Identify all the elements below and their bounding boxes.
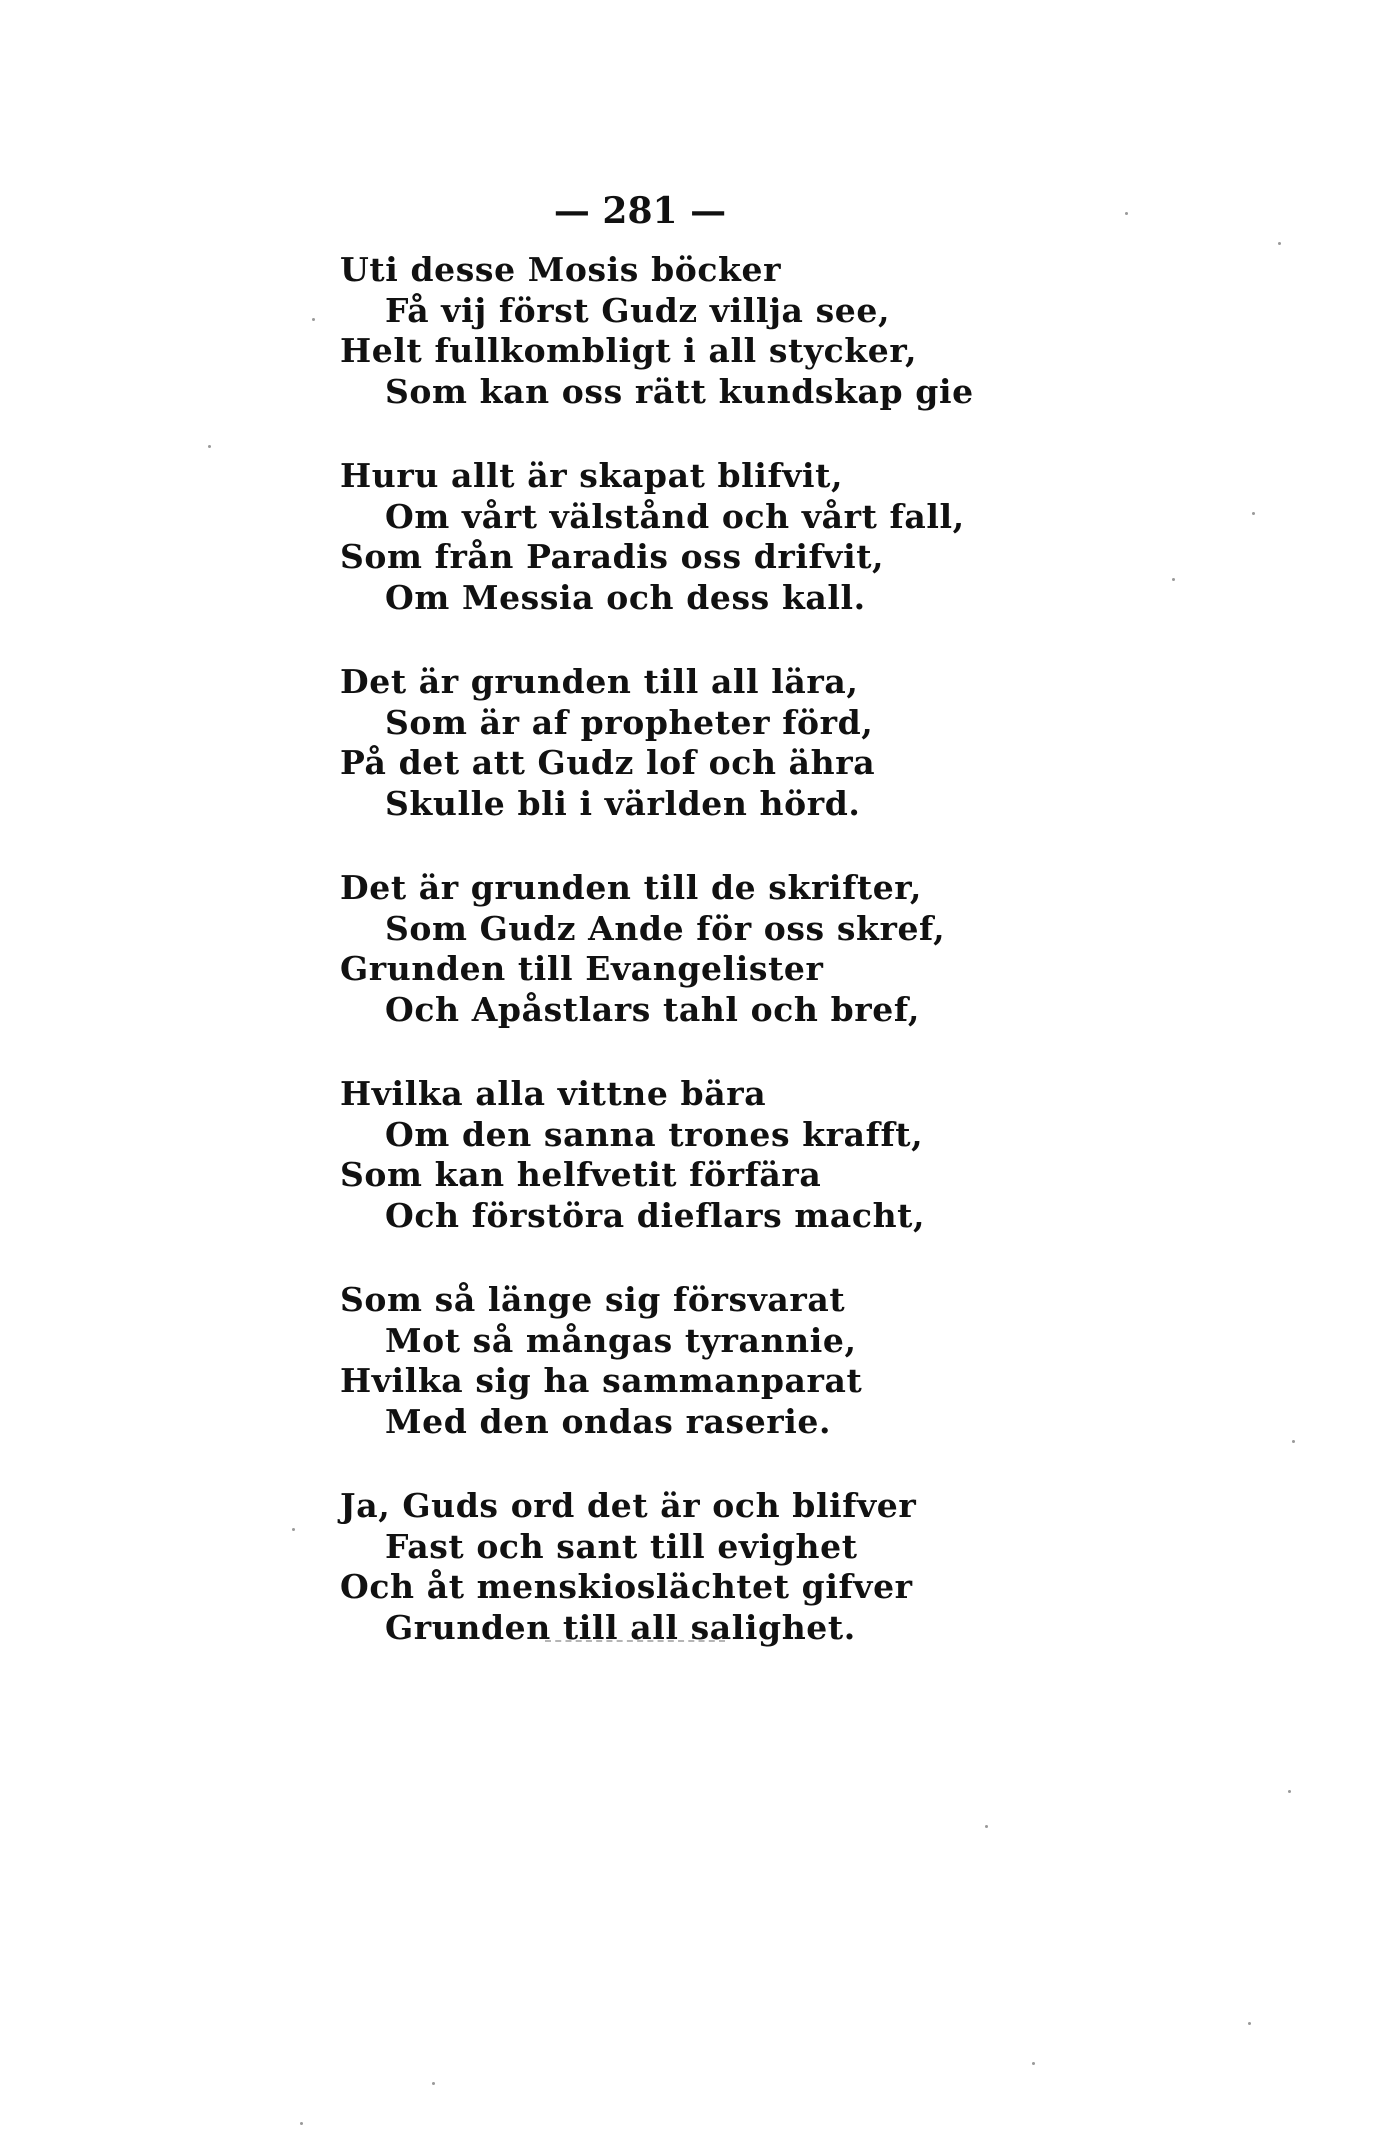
poem-line: På det att Gudz lof och ähra — [340, 743, 876, 782]
stanza — [340, 1074, 1240, 1236]
stanza — [340, 1486, 1240, 1648]
poem-line: Som är af propheter förd, — [385, 702, 874, 742]
poem-line: Om vårt välstånd och vårt fall, — [385, 496, 965, 536]
stanza — [340, 456, 1240, 618]
scan-speck — [985, 1825, 988, 1828]
scan-speck — [1288, 1790, 1291, 1793]
poem-line: Fast och sant till evighet — [385, 1526, 858, 1566]
stanza — [340, 1280, 1240, 1442]
poem-line: Grunden till all salighet. — [385, 1607, 856, 1647]
poem-line: Och förstöra dieflars macht, — [385, 1195, 926, 1235]
poem-line: Som kan oss rätt kundskap gie — [385, 371, 974, 411]
scan-speck — [292, 1528, 295, 1531]
poem-line: Som Gudz Ande för oss skref, — [385, 908, 946, 948]
stanza — [340, 250, 1240, 412]
poem-line: Om Messia och dess kall. — [385, 577, 866, 617]
poem-line: Hvilka alla vittne bära — [340, 1074, 767, 1113]
scan-speck — [1125, 212, 1128, 215]
stanza — [340, 868, 1240, 1030]
scan-speck — [1292, 1440, 1295, 1443]
scan-speck — [1252, 512, 1255, 515]
page-number: — 281 — — [553, 190, 727, 232]
poem — [340, 250, 1240, 1692]
poem-line: Och åt menskioslächtet gifver — [340, 1567, 913, 1606]
poem-line: Hvilka sig ha sammanparat — [340, 1361, 863, 1400]
poem-line: Som så länge sig försvarat — [340, 1280, 846, 1319]
scan-speck — [432, 2082, 435, 2085]
poem-line: Med den ondas raserie. — [385, 1401, 832, 1441]
poem-line: Uti desse Mosis böcker — [340, 250, 782, 289]
scan-speck — [1248, 2022, 1251, 2025]
scan-speck — [1032, 2062, 1035, 2065]
poem-line: Som från Paradis oss drifvit, — [340, 537, 885, 576]
stanza — [340, 662, 1240, 824]
poem-line: Få vij först Gudz villja see, — [385, 290, 891, 330]
scan-speck — [312, 318, 315, 321]
poem-line: Och Apåstlars tahl och bref, — [385, 989, 921, 1029]
poem-line: Helt fullkombligt i all stycker, — [340, 331, 918, 370]
poem-line: Skulle bli i världen hörd. — [385, 783, 861, 823]
poem-line: Om den sanna trones krafft, — [385, 1114, 924, 1154]
poem-line: Det är grunden till all lära, — [340, 662, 859, 701]
poem-line: Mot så mångas tyrannie, — [385, 1320, 857, 1360]
poem-line: Som kan helfvetit förfära — [340, 1155, 822, 1194]
poem-line: Ja, Guds ord det är och blifver — [340, 1486, 917, 1525]
poem-line: Huru allt är skapat blifvit, — [340, 456, 844, 495]
scan-speck — [208, 445, 211, 448]
scan-speck — [1278, 242, 1281, 245]
scan-speck — [300, 2122, 303, 2125]
poem-line: Grunden till Evangelister — [340, 949, 824, 988]
end-ornament-rule — [545, 1640, 725, 1642]
poem-line: Det är grunden till de skrifter, — [340, 868, 922, 907]
scan-speck — [1172, 578, 1175, 581]
